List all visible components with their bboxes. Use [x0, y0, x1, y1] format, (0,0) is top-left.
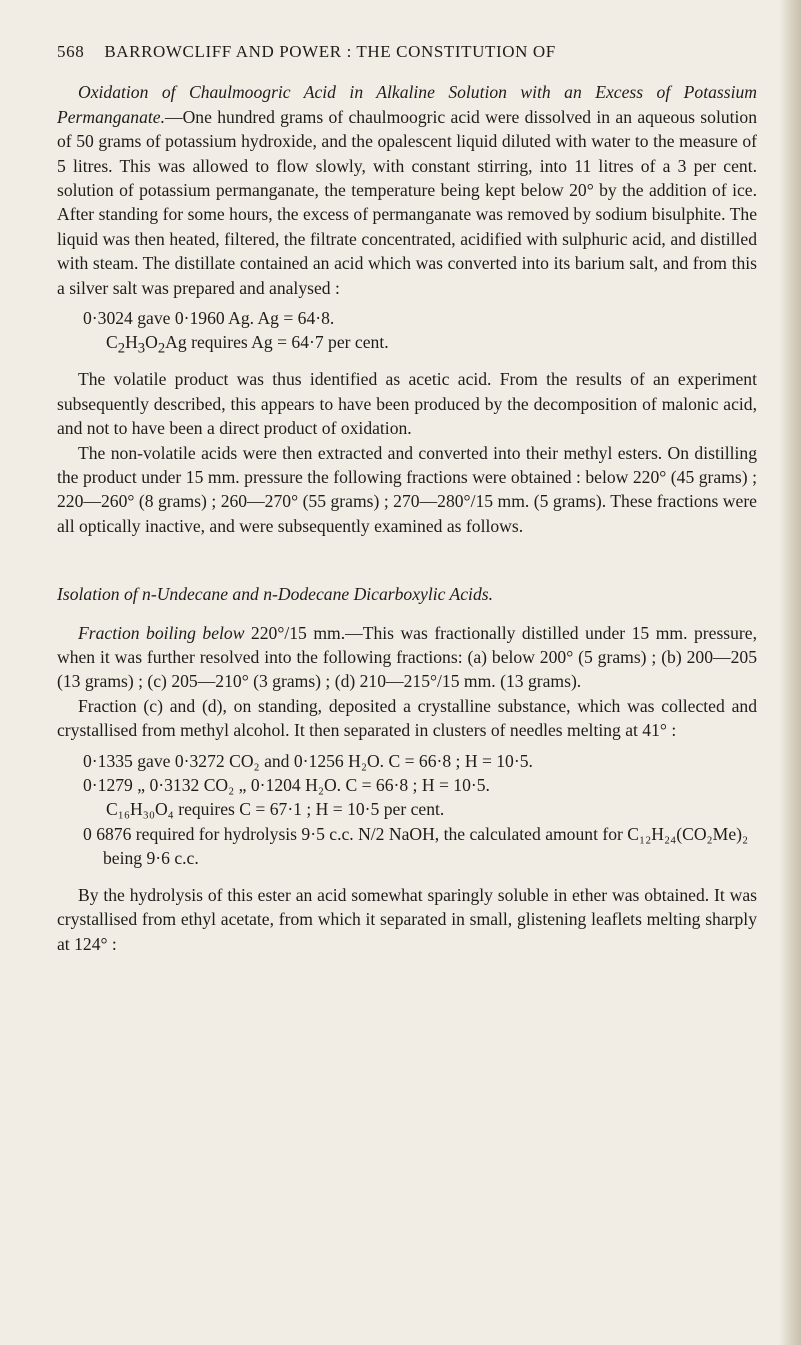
hydrolysis-line: 0 6876 required for hydrolysis 9·5 c.c. N/2 NaOH, the calculated amount for C₁₂H₂₄(CO₂Me)₂ being 9·6 c.c.	[83, 823, 749, 869]
document-page	[57, 40, 757, 956]
running-title: BARROWCLIFF AND POWER : THE CONSTITUTION OF	[104, 42, 556, 61]
page-edge-shadow	[779, 0, 801, 1345]
section-title: Isolation of n-Undecane and n-Dodecane Dicarboxylic Acids.	[57, 584, 493, 605]
paragraph-hydrolysis: By the hydrolysis of this ester an acid somewhat sparingly soluble in ether was obtained. It was crystallised from ethyl acetate, from which it separated in small, glistening leaflets melting sharply at 124° :	[57, 884, 757, 954]
formula: $C_2H_3O_2Ag$	[106, 332, 187, 357]
analysis-line: 0·1335 gave 0·3272 CO₂ and 0·1256 H₂O. C = 66·8 ; H = 10·5.	[83, 750, 533, 771]
paragraph-body: —One hundred grams of chaulmoogric acid were dissolved in an aqueous solution of 50 grams of potassium hydroxide, and the opalescent liquid diluted with water to the measure of 5 litres. This was allowed to flow slowly, with constant stirring, into 11 litres of a 3 per cent. solution of potassium permanganate, the temperature being kept below 20° by the addition of ice. After standing for some hours, the excess of permanganate was removed by sodium bisulphite. The liquid was then heated, filtered, the filtrate concentrated, acidified with sulphuric acid, and distilled with steam. The distillate contained an acid which was converted into its barium salt, and from this a silver salt was prepared and analysed :	[57, 106, 757, 298]
paragraph-body: —This was fractionally distilled under 15 mm. pressure, when it was further resolved into the following fractions: (a) below 200° (5 grams) ; (b) 200—205 (13 grams) ; (c) 205—210° (3 grams) ; (d) 210—215°/15 mm. (13 grams).	[57, 622, 757, 692]
combustion-analysis-block	[83, 749, 757, 871]
paragraph-crystalline: Fraction (c) and (d), on standing, deposited a crystalline substance, which was collected and crystallised from methyl alcohol. It then separated in clusters of needles melting at 41° :	[57, 695, 757, 741]
running-header	[57, 40, 757, 64]
paragraph-volatile-product: The volatile product was thus identified as acetic acid. From the results of an experiment subsequently described, this appears to have been produced by the decomposition of malonic acid, and not to have been a direct product of oxidation.	[57, 369, 757, 439]
page-number: 568	[57, 42, 85, 61]
requirement-line: C₁₆H₃₀O₄ requires C = 67·1 ; H = 10·5 per cent.	[106, 799, 445, 820]
analysis-line: 0·1279 „ 0·3132 CO₂ „ 0·1204 H₂O. C = 66·8 ; H = 10·5.	[83, 775, 490, 796]
paragraph-oxidation	[57, 80, 757, 300]
silver-analysis-block	[83, 306, 757, 361]
paragraph-non-volatile: The non-volatile acids were then extracted and converted into their methyl esters. On distilling the product under 15 mm. pressure the following fractions were obtained : below 220° (45 grams) ; 220—260° (8 grams) ; 260—270° (55 grams) ; 270—280°/15 mm. (5 grams). These fractions were all optically inactive, and were subsequently examined as follows.	[57, 442, 757, 536]
paragraph-heading: Oxidation of Chaulmoogric Acid in Alkaline Solution with an Excess of Potassium Permanganate.	[57, 82, 757, 127]
analysis-line: 0·3024 gave 0·1960 Ag. Ag = 64·8.	[83, 308, 335, 329]
requirement-line: $C_2H_3O_2Ag$ requires Ag = 64·7 per cent.	[106, 332, 389, 357]
paragraph-heading: Fraction boiling below	[78, 622, 245, 643]
paragraph-fraction: Fraction boiling below 220°/15 mm.—This was fractionally distilled under 15 mm. pressure, when it was further resolved into the following fractions: (a) below 200° (5 grams) ; (b) 200—205 (13 grams) ; (c) 205—210° (3 grams) ; (d) 210—215°/15 mm. (13 grams).	[57, 622, 757, 692]
